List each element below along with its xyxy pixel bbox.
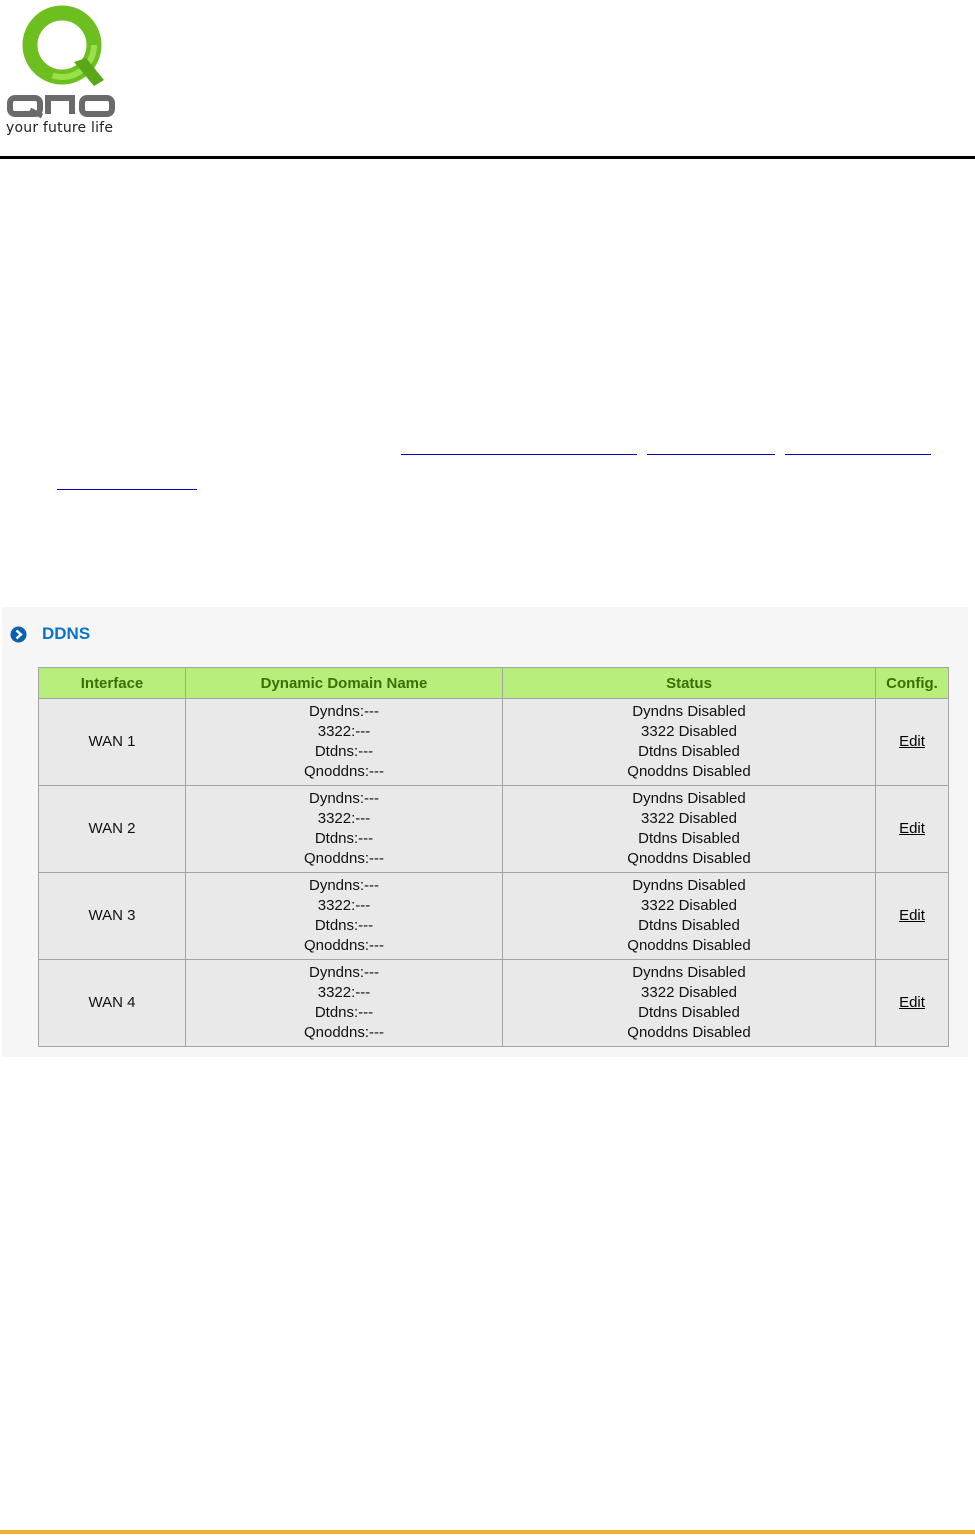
status-line: Dyndns Disabled [632,790,746,807]
column-header-status: Status [503,668,876,699]
section-title: DDNS [42,624,91,643]
ddns-section-header [10,622,90,646]
domain-line: Qnoddns:--- [303,763,385,780]
edit-link-wan4[interactable]: Edit [899,994,925,1011]
domain-line: Dyndns:--- [308,790,379,807]
logo-tagline: your future life [6,120,114,136]
interface-cell: WAN 1 [39,699,186,786]
domain-cell [186,960,503,1047]
domain-line: 3322:--- [317,897,371,914]
status-cell [503,786,876,873]
domain-line: Dtdns:--- [314,1004,374,1021]
config-cell [876,786,949,873]
interface-cell: WAN 4 [39,960,186,1047]
domain-cell [186,873,503,960]
doc-link-4[interactable] [57,475,197,490]
ddns-table [38,667,949,1047]
config-cell [876,699,949,786]
table-header-row [39,668,949,699]
domain-line: Dyndns:--- [308,964,379,981]
status-line: Dtdns Disabled [638,1004,740,1021]
status-cell [503,873,876,960]
column-header-interface: Interface [39,668,186,699]
config-cell [876,960,949,1047]
domain-line: Dtdns:--- [314,830,374,847]
status-line: Dyndns Disabled [632,703,746,720]
domain-line: Dyndns:--- [308,877,379,894]
status-line: Qnoddns Disabled [627,850,751,867]
status-line: Qnoddns Disabled [627,937,751,954]
header-divider [0,156,975,159]
domain-line: Dyndns:--- [308,703,379,720]
table-row [39,873,949,960]
domain-cell [186,699,503,786]
domain-cell [186,786,503,873]
domain-line: Dtdns:--- [314,743,374,760]
domain-line: Qnoddns:--- [303,850,385,867]
edit-link-wan1[interactable]: Edit [899,733,925,750]
edit-link-wan2[interactable]: Edit [899,820,925,837]
column-header-domain: Dynamic Domain Name [186,668,503,699]
status-cell [503,960,876,1047]
arrow-right-icon [10,626,27,643]
status-line: Qnoddns Disabled [627,1024,751,1041]
footer-divider [0,1530,975,1534]
doc-link-2[interactable] [647,440,775,455]
domain-line: 3322:--- [317,810,371,827]
status-line: 3322 Disabled [641,984,737,1001]
column-header-config: Config. [876,668,949,699]
status-line: 3322 Disabled [641,810,737,827]
status-line: Dtdns Disabled [638,917,740,934]
status-line: 3322 Disabled [641,897,737,914]
domain-line: Qnoddns:--- [303,1024,385,1041]
status-line: Dyndns Disabled [632,964,746,981]
status-line: 3322 Disabled [641,723,737,740]
status-line: Dyndns Disabled [632,877,746,894]
doc-link-3[interactable] [785,440,931,455]
interface-cell: WAN 2 [39,786,186,873]
domain-line: Dtdns:--- [314,917,374,934]
doc-link-1[interactable] [401,440,637,455]
status-line: Dtdns Disabled [638,743,740,760]
table-row [39,960,949,1047]
status-line: Dtdns Disabled [638,830,740,847]
status-line: Qnoddns Disabled [627,763,751,780]
status-cell [503,699,876,786]
domain-line: 3322:--- [317,723,371,740]
config-cell [876,873,949,960]
table-row [39,786,949,873]
qno-logo-icon [0,0,125,120]
edit-link-wan3[interactable]: Edit [899,907,925,924]
domain-line: 3322:--- [317,984,371,1001]
qno-logo [0,0,125,150]
table-row [39,699,949,786]
domain-line: Qnoddns:--- [303,937,385,954]
interface-cell: WAN 3 [39,873,186,960]
